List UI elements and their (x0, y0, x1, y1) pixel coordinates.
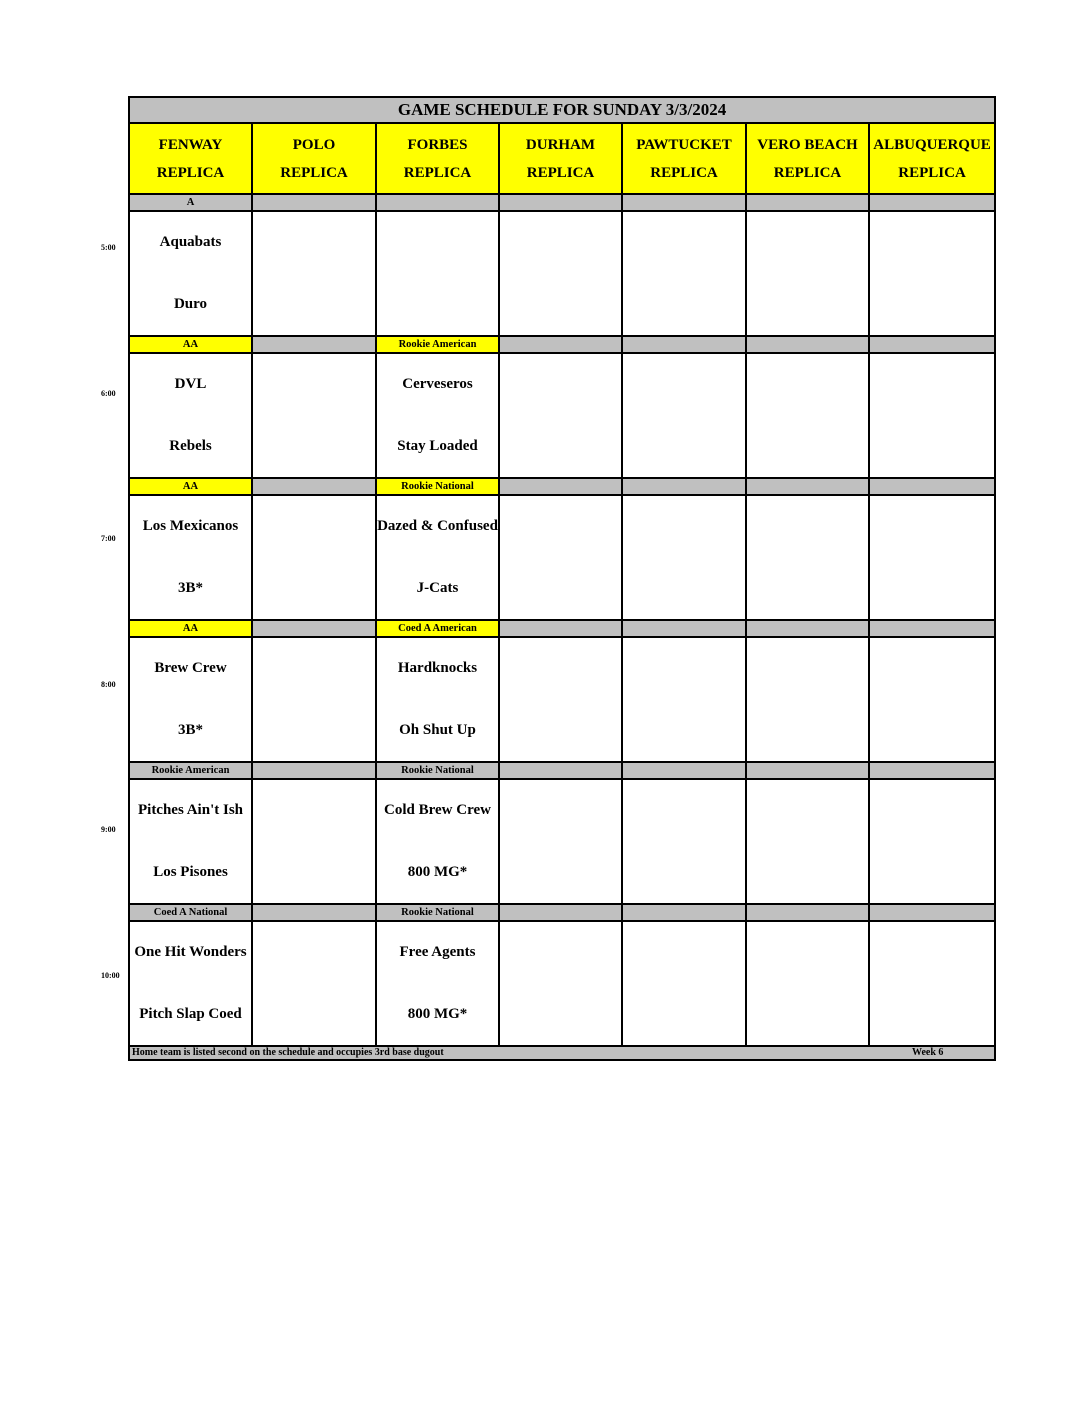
away-team: One Hit Wonders (134, 944, 247, 961)
division-label (869, 904, 995, 921)
game-cell (869, 779, 995, 904)
game-cell (622, 353, 746, 478)
field-subtitle: REPLICA (526, 164, 595, 181)
game-cell (252, 637, 376, 762)
game-cell (252, 921, 376, 1046)
division-label (746, 904, 869, 921)
division-label (499, 478, 622, 495)
division-label (622, 478, 746, 495)
division-row (129, 762, 995, 779)
time-slot-label: 5:00 (101, 243, 116, 252)
division-label (499, 904, 622, 921)
division-row (129, 336, 995, 353)
game-cell (622, 211, 746, 336)
game-cell (869, 637, 995, 762)
division-label (746, 478, 869, 495)
division-label (252, 336, 376, 353)
division-label (746, 620, 869, 637)
division-label (622, 336, 746, 353)
field-subtitle: REPLICA (898, 164, 966, 181)
division-label (499, 620, 622, 637)
game-cell (376, 353, 499, 478)
home-team-note: Home team is listed second on the schedule and occupies 3rd base dugout (132, 1047, 444, 1058)
week-label: Week 6 (912, 1047, 944, 1058)
home-team: J-Cats (416, 579, 459, 596)
division-label (746, 336, 869, 353)
game-cell (622, 921, 746, 1046)
game-cell (499, 495, 622, 620)
game-cell (746, 495, 869, 620)
game-cell (499, 921, 622, 1046)
division-label: Rookie National (376, 762, 499, 779)
away-team: Cerveseros (402, 376, 473, 393)
time-slot-label: 10:00 (101, 971, 120, 980)
division-label (252, 904, 376, 921)
division-label (869, 762, 995, 779)
game-cell (622, 495, 746, 620)
field-name: ALBUQUERQUE (873, 136, 991, 153)
game-cell (622, 637, 746, 762)
game-cell (129, 495, 252, 620)
division-label: Rookie National (376, 904, 499, 921)
game-cell (869, 353, 995, 478)
home-team: 800 MG* (407, 863, 468, 880)
game-cell (376, 637, 499, 762)
home-team: Oh Shut Up (399, 721, 476, 738)
away-team: Dazed & Confused (377, 518, 498, 535)
division-row (129, 478, 995, 495)
game-cell (129, 353, 252, 478)
game-row (129, 211, 995, 336)
game-cell (746, 353, 869, 478)
division-label (869, 620, 995, 637)
game-cell (746, 921, 869, 1046)
division-label (622, 620, 746, 637)
division-row (129, 904, 995, 921)
division-label (252, 762, 376, 779)
home-team: Pitch Slap Coed (139, 1005, 242, 1022)
home-team: Stay Loaded (397, 437, 478, 454)
schedule-table (128, 96, 996, 1061)
game-cell (869, 495, 995, 620)
game-cell (499, 779, 622, 904)
away-team: Hardknocks (397, 660, 478, 677)
game-cell (499, 211, 622, 336)
division-label (746, 762, 869, 779)
game-cell (746, 211, 869, 336)
division-label: A (129, 194, 252, 211)
game-cell (252, 353, 376, 478)
game-cell (499, 353, 622, 478)
game-row (129, 921, 995, 1046)
field-header (376, 123, 499, 194)
away-team: Cold Brew Crew (384, 802, 491, 819)
division-row (129, 194, 995, 211)
division-label (869, 194, 995, 211)
field-subtitle: REPLICA (650, 164, 718, 181)
game-cell (869, 211, 995, 336)
division-label: Rookie National (376, 478, 499, 495)
game-row (129, 353, 995, 478)
field-name: FENWAY (158, 136, 223, 153)
away-team: Aquabats (159, 234, 222, 251)
home-team: 800 MG* (407, 1005, 468, 1022)
schedule-sheet (128, 96, 994, 1089)
field-subtitle: REPLICA (280, 164, 348, 181)
away-team: DVL (174, 376, 207, 393)
division-label (499, 762, 622, 779)
division-label: Rookie American (376, 336, 499, 353)
game-cell (376, 921, 499, 1046)
game-cell (746, 637, 869, 762)
home-team: 3B* (177, 579, 203, 596)
game-cell (129, 921, 252, 1046)
field-name: VERO BEACH (757, 136, 858, 153)
away-team: Free Agents (399, 944, 476, 961)
division-label: Coed A National (129, 904, 252, 921)
time-slot-label: 8:00 (101, 680, 116, 689)
division-row (129, 620, 995, 637)
home-team: 3B* (177, 721, 203, 738)
footer-cell (129, 1046, 995, 1060)
division-label (622, 762, 746, 779)
away-team: Los Mexicanos (142, 518, 239, 535)
footer-row (129, 1046, 995, 1060)
division-label (499, 336, 622, 353)
game-cell (252, 779, 376, 904)
away-team: Pitches Ain't Ish (137, 802, 243, 819)
game-cell (129, 779, 252, 904)
time-slot-label: 7:00 (101, 534, 116, 543)
game-cell (869, 921, 995, 1046)
home-team: Rebels (169, 437, 212, 454)
division-label (252, 478, 376, 495)
game-cell (252, 495, 376, 620)
field-name: FORBES (407, 136, 468, 153)
time-slot-label: 6:00 (101, 389, 116, 398)
division-label (622, 904, 746, 921)
game-cell (129, 211, 252, 336)
field-header (746, 123, 869, 194)
division-label: AA (129, 478, 252, 495)
field-name: POLO (292, 136, 336, 153)
game-cell (622, 779, 746, 904)
division-label (622, 194, 746, 211)
field-header (129, 123, 252, 194)
field-header (252, 123, 376, 194)
game-cell (376, 211, 499, 336)
game-cell (499, 637, 622, 762)
field-name: DURHAM (525, 136, 596, 153)
game-cell (252, 211, 376, 336)
division-label (869, 336, 995, 353)
game-cell (746, 779, 869, 904)
field-subtitle: REPLICA (773, 164, 842, 181)
field-header (869, 123, 995, 194)
division-label: Coed A American (376, 620, 499, 637)
division-label (499, 194, 622, 211)
game-cell (129, 637, 252, 762)
division-label: AA (129, 620, 252, 637)
game-cell (376, 779, 499, 904)
home-team: Los Pisones (153, 863, 228, 880)
division-label: Rookie American (129, 762, 252, 779)
field-header (622, 123, 746, 194)
away-team: Brew Crew (154, 660, 227, 677)
game-row (129, 495, 995, 620)
game-cell (376, 495, 499, 620)
division-label (252, 620, 376, 637)
division-label (252, 194, 376, 211)
field-subtitle: REPLICA (156, 164, 225, 181)
home-team: Duro (173, 295, 208, 312)
division-label: AA (129, 336, 252, 353)
field-header (499, 123, 622, 194)
schedule-title: GAME SCHEDULE FOR SUNDAY 3/3/2024 (129, 97, 995, 123)
division-label (869, 478, 995, 495)
division-label (376, 194, 499, 211)
field-subtitle: REPLICA (403, 164, 472, 181)
field-name: PAWTUCKET (636, 136, 732, 153)
field-header-row (129, 123, 995, 194)
game-row (129, 637, 995, 762)
game-row (129, 779, 995, 904)
time-slot-label: 9:00 (101, 825, 116, 834)
division-label (746, 194, 869, 211)
